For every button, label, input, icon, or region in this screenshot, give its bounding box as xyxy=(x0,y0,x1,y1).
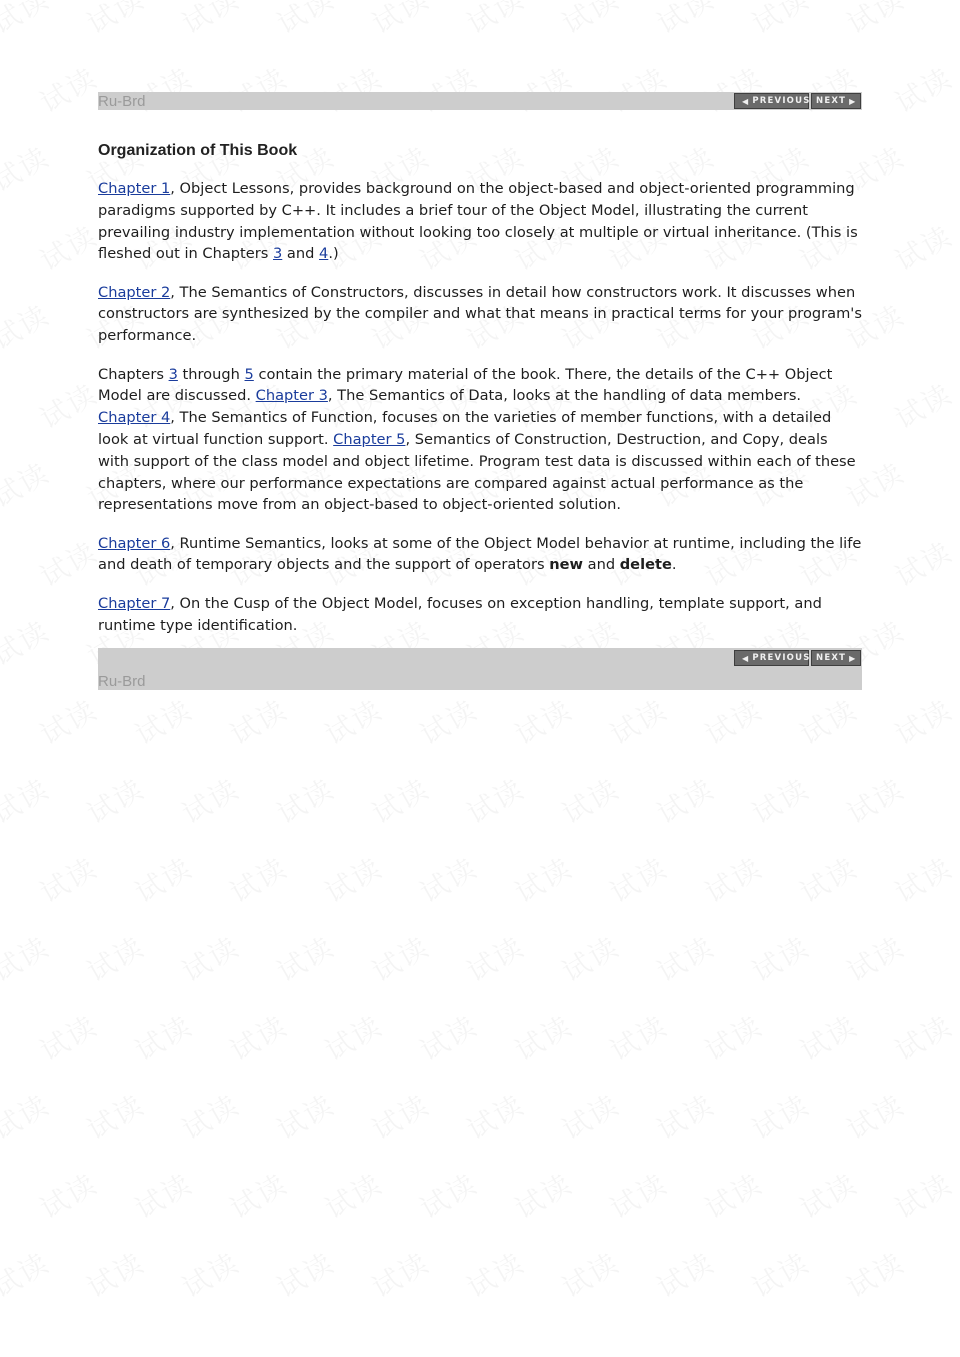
watermark-text xyxy=(174,1242,246,1307)
watermark-text xyxy=(697,689,769,754)
paragraph-text: and xyxy=(282,245,320,263)
watermark-text xyxy=(317,1005,389,1070)
watermark-text xyxy=(459,1084,531,1149)
watermark-text xyxy=(127,689,199,754)
watermark-text xyxy=(412,1163,484,1228)
watermark-text xyxy=(222,689,294,754)
paragraph-text: , The Semantics of Data, looks at the handling of data members. xyxy=(327,387,802,405)
watermark-text xyxy=(697,847,769,912)
watermark-text xyxy=(127,1005,199,1070)
watermark-text xyxy=(79,768,151,833)
watermark-text xyxy=(222,1163,294,1228)
arrow-left-icon: ◀ xyxy=(742,653,750,663)
watermark-text xyxy=(0,610,56,675)
watermark-text xyxy=(269,1084,341,1149)
paragraph-text: through xyxy=(177,365,245,383)
watermark-text xyxy=(887,373,959,438)
watermark-text xyxy=(507,847,579,912)
watermark-text xyxy=(697,1005,769,1070)
watermark-text xyxy=(554,1242,626,1307)
watermark-text xyxy=(792,1005,864,1070)
previous-button[interactable] xyxy=(734,93,809,109)
watermark-text xyxy=(0,768,56,833)
watermark-text xyxy=(32,1005,104,1070)
watermark-text xyxy=(32,847,104,912)
watermark-text xyxy=(0,926,56,991)
watermark-text xyxy=(269,768,341,833)
watermark-text xyxy=(32,57,104,122)
watermark-text xyxy=(649,0,721,42)
paragraph-chapter-1 xyxy=(98,178,862,265)
paragraph-text: , Semantics of Construction, Destruction, and Copy, deals with support of the class model and object lifetime. Program test data is discussed within each of these chapters, where our performance expectations are compared against actual performance as the representations move from an object-based to object-oriented solution. xyxy=(98,430,856,514)
header-bar xyxy=(98,92,862,110)
paragraph-text: . xyxy=(671,556,677,574)
watermark-text xyxy=(364,768,436,833)
keyword-delete: delete xyxy=(619,556,672,574)
arrow-right-icon: ▶ xyxy=(849,96,857,106)
page-content xyxy=(98,92,862,690)
watermark-text xyxy=(412,847,484,912)
next-label: NEXT xyxy=(816,96,847,106)
watermark-text xyxy=(507,689,579,754)
paragraph-text: , On the Cusp of the Object Model, focuses on exception handling, template support, and runtime type identification. xyxy=(98,594,822,634)
watermark-text xyxy=(222,847,294,912)
link-chapter-5[interactable]: Chapter 5 xyxy=(333,430,406,448)
previous-button[interactable] xyxy=(734,650,809,666)
paragraph-text: , Object Lessons, provides background on the object-based and object-oriented programming paradigms supported by C++. It includes a brief tour of the Object Model, illustrating the current prevailing industry implementation without looking too closely at multiple or virtual inheritance. (This is fleshed out in Chapters xyxy=(98,180,858,263)
watermark-text xyxy=(744,926,816,991)
watermark-text xyxy=(507,1005,579,1070)
watermark-text xyxy=(602,847,674,912)
watermark-text xyxy=(839,926,911,991)
watermark-text xyxy=(174,926,246,991)
watermark-text xyxy=(127,847,199,912)
next-button[interactable] xyxy=(811,93,861,109)
watermark-text xyxy=(32,531,104,596)
watermark-text xyxy=(412,689,484,754)
watermark-text xyxy=(0,136,56,201)
watermark-text xyxy=(887,57,959,122)
watermark-text xyxy=(364,1084,436,1149)
watermark-text xyxy=(79,1084,151,1149)
watermark-text xyxy=(32,373,104,438)
next-label: NEXT xyxy=(816,653,847,664)
watermark-text xyxy=(887,531,959,596)
watermark-text xyxy=(32,215,104,280)
watermark-text xyxy=(127,1163,199,1228)
watermark-text xyxy=(602,1163,674,1228)
watermark-text xyxy=(839,768,911,833)
watermark-text xyxy=(174,1084,246,1149)
paragraph-text: contain the primary material of the book. There, the details of the C++ Object Model are discussed. xyxy=(98,365,833,405)
arrow-left-icon: ◀ xyxy=(742,96,750,106)
link-chapter-1[interactable]: Chapter 1 xyxy=(98,180,171,197)
watermark-text xyxy=(0,0,56,42)
paragraph-text: and xyxy=(582,556,620,574)
watermark-text xyxy=(887,1163,959,1228)
watermark-text xyxy=(79,926,151,991)
watermark-text xyxy=(839,1242,911,1307)
watermark-text xyxy=(459,0,531,42)
watermark-text xyxy=(459,768,531,833)
next-button[interactable] xyxy=(811,650,861,666)
watermark-text xyxy=(174,768,246,833)
watermark-text xyxy=(744,0,816,42)
paragraph-chapters-3-5 xyxy=(98,364,862,517)
watermark-text xyxy=(0,294,56,359)
watermark-text xyxy=(364,926,436,991)
link-chapter-6[interactable]: Chapter 6 xyxy=(98,534,171,552)
paragraph-text: Chapters xyxy=(98,365,169,383)
watermark-text xyxy=(317,847,389,912)
watermark-text xyxy=(697,1163,769,1228)
watermark-text xyxy=(839,0,911,42)
watermark-text xyxy=(649,1242,721,1307)
watermark-text xyxy=(792,689,864,754)
link-chapter-4[interactable]: Chapter 4 xyxy=(98,409,171,427)
watermark-text xyxy=(0,1242,56,1307)
watermark-text xyxy=(32,1163,104,1228)
link-chapter-5[interactable]: 5 xyxy=(244,365,254,383)
watermark-text xyxy=(887,1005,959,1070)
watermark-text xyxy=(554,0,626,42)
link-chapter-3[interactable]: 3 xyxy=(168,365,178,383)
link-chapter-3[interactable]: Chapter 3 xyxy=(255,387,328,405)
watermark-text xyxy=(602,1005,674,1070)
watermark-text xyxy=(887,689,959,754)
paragraph-text: .) xyxy=(328,245,339,263)
watermark-text xyxy=(412,1005,484,1070)
watermark-text xyxy=(317,1163,389,1228)
footer-nav xyxy=(734,650,861,666)
watermark-text xyxy=(554,1084,626,1149)
watermark-text xyxy=(459,1242,531,1307)
link-chapter-7[interactable]: Chapter 7 xyxy=(98,594,171,612)
previous-label: PREVIOUS xyxy=(752,653,811,664)
previous-label: PREVIOUS xyxy=(752,96,811,106)
watermark-text xyxy=(269,1242,341,1307)
footer-bar xyxy=(98,648,862,690)
link-chapter-2[interactable]: Chapter 2 xyxy=(98,283,171,301)
brand-label: Ru-Brd xyxy=(98,673,146,691)
watermark-text xyxy=(744,1242,816,1307)
paragraph-chapter-2 xyxy=(98,282,862,347)
watermark-text xyxy=(79,0,151,42)
watermark-text xyxy=(887,847,959,912)
paragraph-text: , The Semantics of Function, focuses on the varieties of member functions, with a detailed look at virtual function support. xyxy=(98,409,832,448)
paragraph-chapter-6 xyxy=(98,533,862,577)
watermark-text xyxy=(317,689,389,754)
watermark-text xyxy=(649,768,721,833)
keyword-new: new xyxy=(549,556,583,574)
watermark-text xyxy=(792,1163,864,1228)
watermark-text xyxy=(0,1084,56,1149)
watermark-text xyxy=(364,1242,436,1307)
watermark-text xyxy=(887,215,959,280)
watermark-text xyxy=(744,1084,816,1149)
watermark-text xyxy=(222,1005,294,1070)
watermark-text xyxy=(459,926,531,991)
watermark-text xyxy=(792,847,864,912)
arrow-right-icon: ▶ xyxy=(849,653,857,663)
watermark-text xyxy=(507,1163,579,1228)
watermark-text xyxy=(602,689,674,754)
watermark-text xyxy=(79,1242,151,1307)
watermark-text xyxy=(32,689,104,754)
paragraph-text: , The Semantics of Constructors, discusses in detail how constructors work. It discusses when constructors are synthesized by the compiler and what that means in practical terms for your program's performance. xyxy=(98,283,862,345)
watermark-text xyxy=(269,0,341,42)
watermark-text xyxy=(554,926,626,991)
header-nav xyxy=(734,93,861,109)
paragraph-text: , Runtime Semantics, looks at some of the Object Model behavior at runtime, including the life and death of temporary objects and the support of operators xyxy=(98,534,862,574)
watermark-text xyxy=(744,768,816,833)
link-chapter-4[interactable]: 4 xyxy=(319,245,329,263)
watermark-text xyxy=(649,1084,721,1149)
watermark-text xyxy=(364,0,436,42)
brand-label: Ru-Brd xyxy=(98,93,146,110)
watermark-text xyxy=(649,926,721,991)
watermark-text xyxy=(174,0,246,42)
paragraph-chapter-7 xyxy=(98,593,862,637)
watermark-text xyxy=(839,1084,911,1149)
watermark-text xyxy=(269,926,341,991)
watermark-text xyxy=(554,768,626,833)
watermark-text xyxy=(0,452,56,517)
link-chapter-3[interactable]: 3 xyxy=(272,245,283,263)
section-title: Organization of This Book xyxy=(98,142,298,159)
